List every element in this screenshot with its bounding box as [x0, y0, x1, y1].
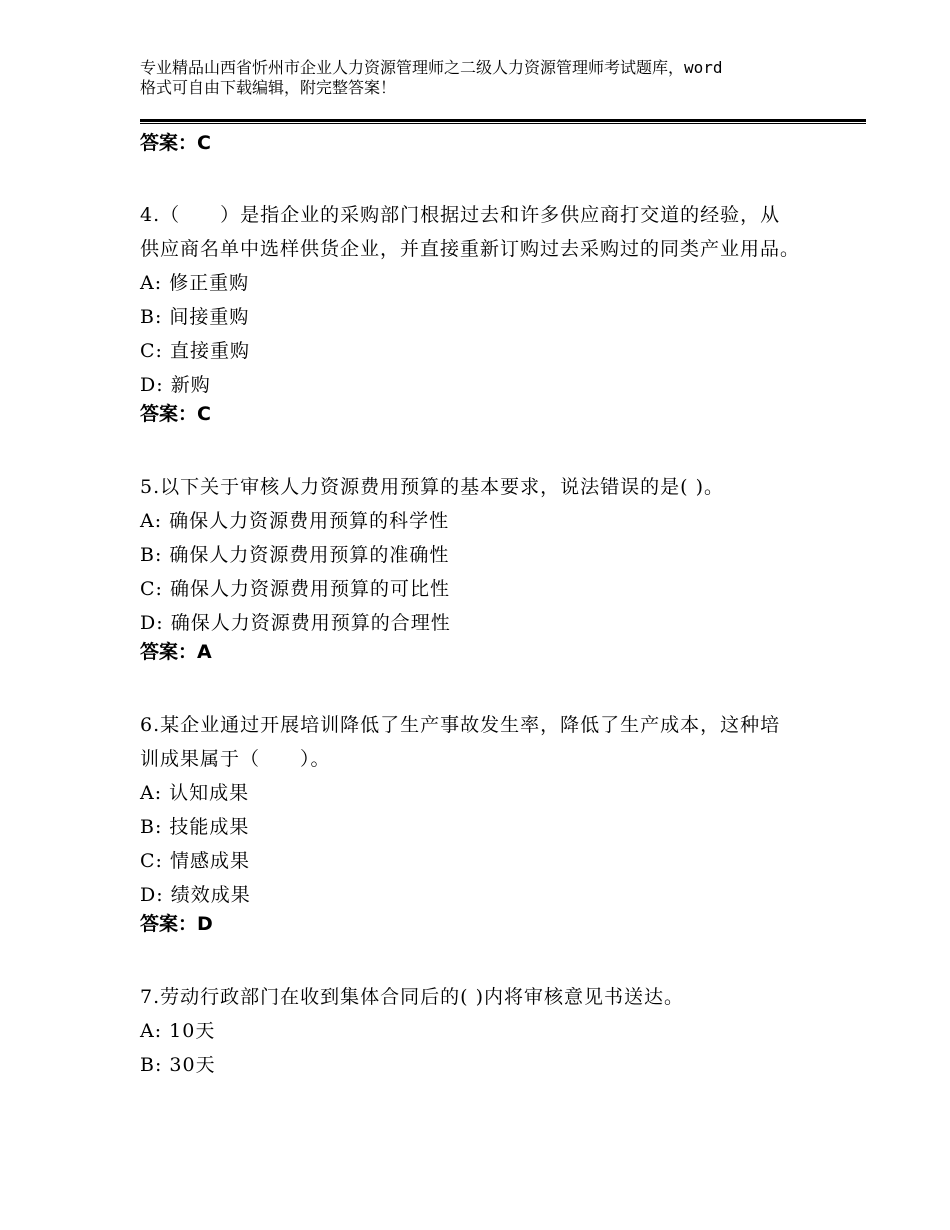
answer-label: 答案：	[140, 641, 198, 663]
answer-value: C	[197, 403, 211, 425]
question-7	[140, 980, 800, 1082]
option-letter: C:	[140, 850, 163, 872]
option-text: 情感成果	[170, 850, 251, 872]
option-b	[140, 1048, 800, 1082]
option-text: 修正重购	[169, 272, 250, 294]
option-letter: B:	[140, 306, 163, 328]
option-c	[140, 334, 800, 368]
option-a	[140, 504, 800, 538]
question-stem: 6.某企业通过开展培训降低了生产事故发生率，降低了生产成本，这种培训成果属于（ ）。	[140, 714, 781, 770]
option-letter: D:	[140, 884, 164, 906]
option-d	[140, 878, 800, 912]
option-d	[140, 606, 800, 640]
option-letter: D:	[140, 374, 164, 396]
option-letter: A:	[140, 272, 163, 294]
option-text: 绩效成果	[170, 884, 251, 906]
header-title-line-1: 专业精品山西省忻州市企业人力资源管理师之二级人力资源管理师考试题库，word	[140, 58, 723, 77]
option-a	[140, 266, 800, 300]
option-b	[140, 810, 800, 844]
answer-value: C	[197, 132, 211, 154]
option-letter: B:	[140, 1054, 163, 1076]
option-text: 间接重购	[169, 306, 250, 328]
previous-answer	[140, 131, 211, 155]
option-c	[140, 844, 800, 878]
answer-line	[140, 402, 800, 426]
question-6	[140, 708, 800, 936]
option-letter: A:	[140, 782, 163, 804]
option-letter: A:	[140, 510, 163, 532]
option-letter: C:	[140, 340, 163, 362]
answer-line	[140, 640, 800, 664]
document-header	[140, 58, 840, 98]
option-letter: A:	[140, 1020, 163, 1042]
option-b	[140, 300, 800, 334]
question-stem: 5.以下关于审核人力资源费用预算的基本要求，说法错误的是( )。	[140, 476, 724, 498]
option-text: 认知成果	[169, 782, 250, 804]
option-a	[140, 1014, 800, 1048]
header-title-line-2: 格式可自由下载编辑，附完整答案！	[140, 78, 397, 97]
answer-value: D	[197, 913, 213, 935]
question-5	[140, 470, 800, 664]
question-stem: 4.（ ）是指企业的采购部门根据过去和许多供应商打交道的经验，从供应商名单中选样供货企业，并直接重新订购过去采购过的同类产业用品。	[140, 204, 801, 260]
answer-label: 答案：	[140, 403, 198, 425]
option-c	[140, 572, 800, 606]
option-text: 确保人力资源费用预算的可比性	[170, 578, 451, 600]
question-list	[140, 198, 800, 1082]
answer-line	[140, 912, 800, 936]
option-text: 确保人力资源费用预算的合理性	[170, 612, 451, 634]
header-divider	[140, 119, 866, 124]
question-4	[140, 198, 800, 426]
option-text: 30天	[169, 1054, 216, 1076]
option-text: 确保人力资源费用预算的准确性	[169, 544, 450, 566]
option-text: 新购	[170, 374, 211, 396]
option-letter: B:	[140, 816, 163, 838]
question-stem: 7.劳动行政部门在收到集体合同后的( )内将审核意见书送达。	[140, 986, 684, 1008]
answer-value: A	[197, 641, 212, 663]
option-letter: C:	[140, 578, 163, 600]
answer-label: 答案：	[140, 132, 198, 154]
option-text: 技能成果	[169, 816, 250, 838]
answer-label: 答案：	[140, 913, 198, 935]
option-a	[140, 776, 800, 810]
option-text: 直接重购	[170, 340, 251, 362]
option-d	[140, 368, 800, 402]
option-letter: B:	[140, 544, 163, 566]
option-text: 10天	[169, 1020, 216, 1042]
option-letter: D:	[140, 612, 164, 634]
option-text: 确保人力资源费用预算的科学性	[169, 510, 450, 532]
option-b	[140, 538, 800, 572]
